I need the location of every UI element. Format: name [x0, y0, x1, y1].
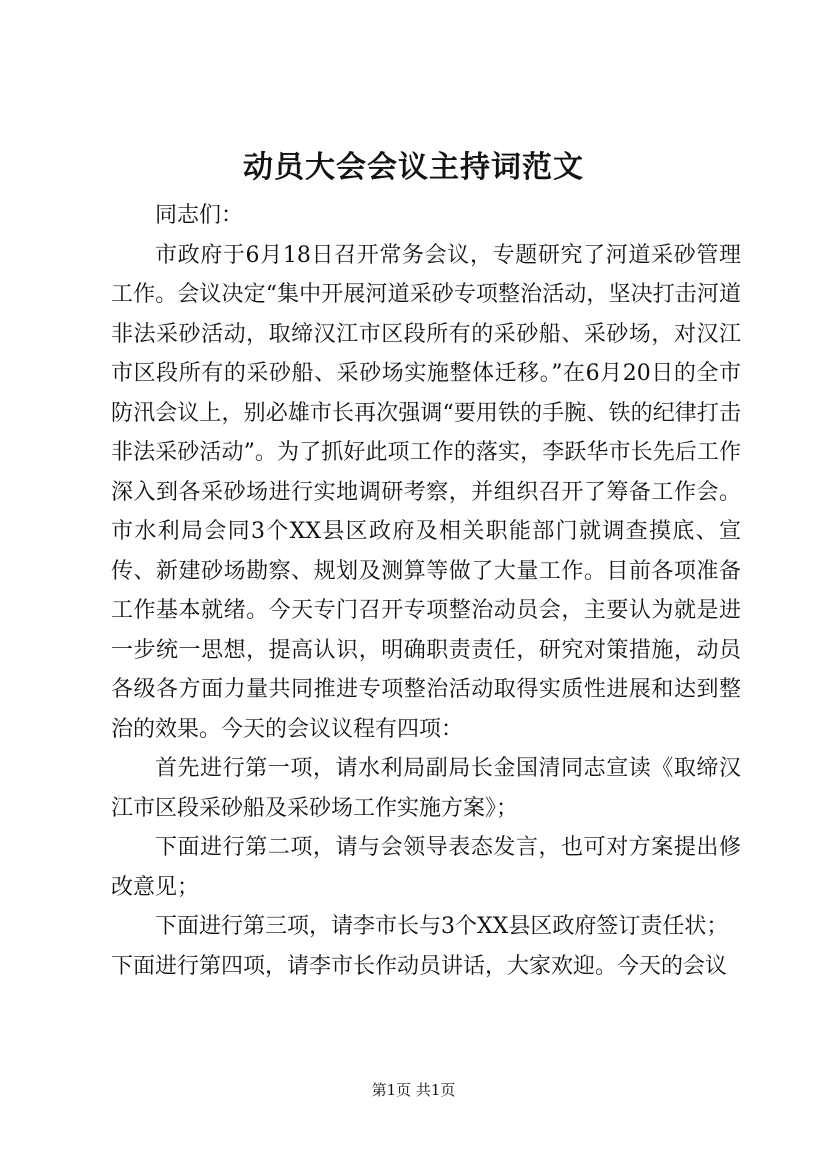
- paragraph-salutation: 同志们：: [155, 203, 244, 228]
- paragraph-background: 市政府于6月18日召开常务会议，专题研究了河道采砂管理工作。会议决定“集中开展河道采砂专项整治活动，坚决打击河道非法采砂活动，取缔汉江市区段所有的采砂船、采砂场，对汉江市区段所有的采砂船、采砂场实施整体迁移。”在6月20日的全市防汛会议上，别必雄市长再次强调“要用铁的手腕、铁的纪律打击非法采砂活动”。为了抓好此项工作的落实，李跃华市长先后工作深入到各采砂场进行实地调研考察，并组织召开了筹备工作会。市水利局会同3个XX县区政府及相关职能部门就调查摸底、宣传、新建砂场勘察、规划及测算等做了大量工作。目前各项准备工作基本就绪。今天专门召开专项整治动员会，主要认为就是进一步统一思想，提高认识，明确职责责任，研究对策措施，动员各级各方面力量共同推进专项整治活动取得实质性进展和达到整治的效果。今天的会议议程有四项：: [111, 242, 741, 742]
- paragraph-agenda-item-1: 首先进行第一项，请水利局副局长金国清同志宣读《取缔汉江市区段采砂船及采砂场工作实施方案》；: [111, 756, 741, 821]
- paragraph-agenda-item-3: 下面进行第三项，请李市长与3个XX县区政府签订责任状；: [155, 914, 729, 939]
- paragraph-agenda-item-2: 下面进行第二项，请与会领导表态发言，也可对方案提出修改意见；: [111, 835, 741, 900]
- paragraph-agenda-item-4: 下面进行第四项，请李市长作动员讲话，大家欢迎。今天的会议: [111, 953, 728, 979]
- document-title: 动员大会会议主持词范文: [243, 150, 584, 185]
- page-number-footer: 第1页 共1页: [371, 1081, 456, 1099]
- document-body: [111, 196, 741, 986]
